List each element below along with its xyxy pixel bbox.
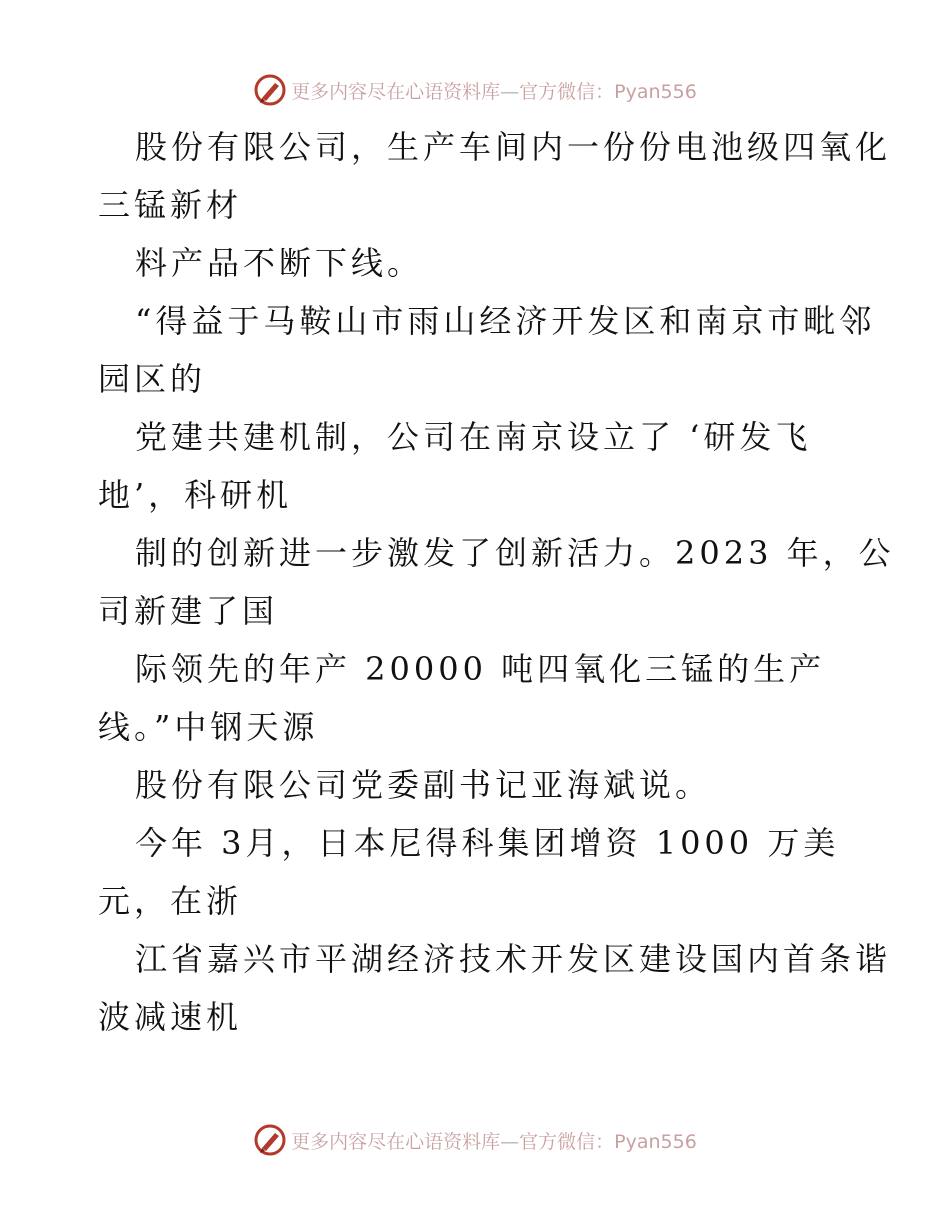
text-line: 股份有限公司党委副书记亚海斌说。: [135, 766, 712, 804]
header-watermark: [0, 70, 950, 110]
watermark-site: 更多内容尽在心语资料库: [291, 80, 501, 103]
text-line: 江省嘉兴市平湖经济技术开发区建设国内首条谐: [135, 940, 892, 978]
watermark-wechat: 官方微信：Pyan556: [519, 1130, 697, 1153]
text-line: “得益于马鞍山市雨山经济开发区和南京市毗邻: [135, 302, 876, 340]
watermark-text: [291, 1127, 697, 1154]
text-line: 际领先的年产 20000 吨四氧化三锰的生产: [135, 650, 826, 688]
text-line: 今年 3月，日本尼得科集团增资 1000 万美: [135, 824, 840, 862]
watermark-site: 更多内容尽在心语资料库: [291, 1130, 501, 1153]
footer-watermark: [0, 1120, 950, 1160]
text-line: 股份有限公司，生产车间内一份份电池级四氧化: [135, 128, 892, 166]
text-line: 线。”中钢天源: [98, 708, 319, 746]
text-line: 制的创新进一步激发了创新活力。2023 年，公: [135, 534, 895, 572]
pen-logo-icon: [253, 1123, 287, 1157]
watermark-separator: —: [500, 1130, 520, 1153]
document-body: [98, 118, 895, 1046]
pen-logo-icon: [253, 73, 287, 107]
watermark-text: [291, 77, 697, 104]
text-line: 党建共建机制，公司在南京设立了 ‘研发飞: [135, 418, 812, 456]
text-line: 波减速机: [98, 998, 243, 1036]
text-line: 园区的: [98, 360, 207, 398]
text-line: 司新建了国: [98, 592, 279, 630]
text-line: 料产品不断下线。: [135, 244, 424, 282]
text-line: 元，在浙: [98, 882, 243, 920]
watermark-wechat: 官方微信：Pyan556: [519, 80, 697, 103]
text-line: 三锰新材: [98, 186, 243, 224]
watermark-separator: —: [500, 80, 520, 103]
text-line: 地’，科研机: [98, 476, 293, 514]
